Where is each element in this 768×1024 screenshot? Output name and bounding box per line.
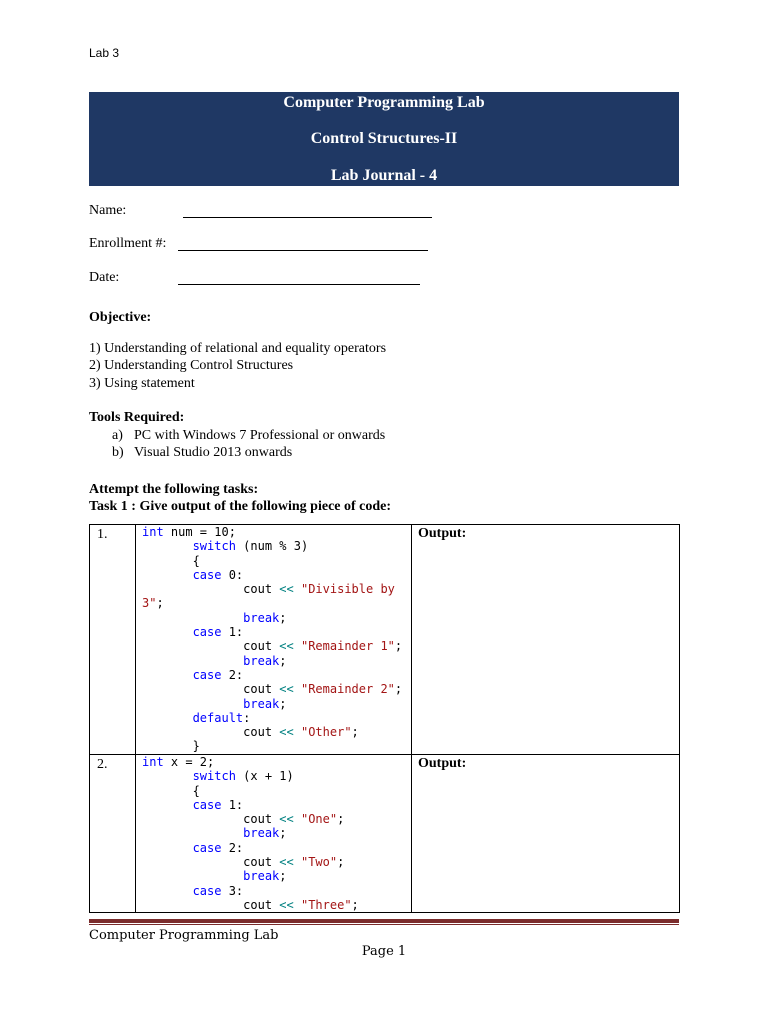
- code-text: [142, 841, 193, 855]
- task-number: 1.: [90, 525, 136, 755]
- task-number: 2.: [90, 755, 136, 913]
- code-text: num = 10;: [163, 525, 236, 539]
- tool-marker: b): [112, 445, 124, 460]
- code-string: "Three": [300, 897, 352, 912]
- code-block: [136, 525, 411, 754]
- code-text: [294, 725, 301, 739]
- footer-rule-thin: [89, 924, 679, 925]
- code-text: [142, 798, 193, 812]
- code-block: [136, 755, 411, 912]
- code-text: ;: [279, 610, 287, 625]
- code-text: ;: [279, 869, 287, 884]
- code-text: cout: [142, 725, 280, 740]
- code-keyword: case: [192, 567, 222, 582]
- date-label: Date:: [89, 270, 120, 285]
- objective-heading: Objective:: [89, 310, 152, 325]
- code-text: [142, 654, 243, 668]
- code-text: cout: [142, 682, 280, 697]
- code-text: [142, 697, 243, 711]
- code-text: cout: [142, 639, 280, 654]
- code-string: 3": [142, 596, 157, 611]
- code-keyword: break: [243, 696, 280, 711]
- code-text: ;: [337, 812, 345, 827]
- table-row: [90, 755, 680, 913]
- objective-item: 1) Understanding of relational and equality operators: [89, 341, 387, 356]
- enrollment-label: Enrollment #:: [89, 236, 167, 251]
- code-operator: <<: [279, 725, 294, 740]
- code-keyword: case: [192, 883, 222, 898]
- code-text: [142, 884, 193, 898]
- footer-rule: [89, 919, 679, 923]
- code-keyword: case: [192, 625, 222, 640]
- code-keyword: switch: [192, 539, 236, 554]
- code-string: "One": [300, 812, 338, 827]
- code-text: [142, 625, 193, 639]
- code-keyword: break: [243, 826, 280, 841]
- output-cell[interactable]: Output:: [412, 525, 680, 755]
- code-text: [294, 682, 301, 696]
- code-text: [142, 539, 193, 553]
- tools-heading: Tools Required:: [89, 410, 185, 425]
- code-text: cout: [142, 812, 280, 827]
- code-text: 2:: [221, 840, 244, 855]
- code-keyword: switch: [192, 769, 236, 784]
- code-cell: [136, 755, 412, 913]
- objective-item: 2) Understanding Control Structures: [89, 358, 294, 373]
- banner-course-title: Computer Programming Lab: [283, 94, 485, 111]
- code-text: cout: [142, 855, 280, 870]
- task1-title: Task 1 : Give output of the following piece of code:: [89, 499, 392, 514]
- code-text: 1:: [221, 625, 244, 640]
- code-text: ;: [394, 639, 403, 654]
- code-text: ;: [279, 826, 287, 841]
- code-keyword: int: [142, 755, 164, 769]
- code-text: x = 2;: [163, 755, 215, 769]
- code-text: [142, 769, 193, 783]
- code-text: [294, 898, 301, 912]
- code-text: ;: [156, 596, 164, 611]
- banner-topic: Control Structures-II: [310, 130, 458, 147]
- code-keyword: case: [192, 840, 222, 855]
- code-string: "Remainder 1": [300, 639, 395, 654]
- code-keyword: int: [142, 525, 164, 539]
- code-keyword: default: [192, 710, 244, 725]
- output-cell[interactable]: Output:: [412, 755, 680, 913]
- code-text: {: [142, 783, 200, 798]
- code-text: :: [243, 710, 251, 725]
- code-text: [294, 582, 301, 596]
- code-text: [142, 869, 243, 883]
- table-row: [90, 525, 680, 755]
- date-field[interactable]: [178, 284, 420, 285]
- code-string: "Two": [300, 855, 338, 870]
- code-keyword: case: [192, 797, 222, 812]
- code-string: "Other": [300, 725, 352, 740]
- code-text: 2:: [221, 667, 244, 682]
- code-text: ;: [337, 855, 345, 870]
- page-number: Page 1: [361, 944, 407, 959]
- code-keyword: break: [243, 869, 280, 884]
- name-label: Name:: [89, 203, 127, 218]
- enrollment-field[interactable]: [178, 250, 428, 251]
- code-text: ;: [351, 897, 359, 912]
- code-operator: <<: [279, 897, 294, 912]
- code-text: 0:: [221, 567, 244, 582]
- code-text: ;: [279, 653, 287, 668]
- tool-item: PC with Windows 7 Professional or onwards: [134, 428, 386, 443]
- title-banner: [89, 92, 679, 186]
- footer-text: Computer Programming Lab: [89, 928, 279, 943]
- code-text: [142, 568, 193, 582]
- code-operator: <<: [279, 812, 294, 827]
- code-text: [294, 812, 301, 826]
- code-text: }: [142, 739, 200, 754]
- code-keyword: case: [192, 667, 222, 682]
- code-text: cout: [142, 897, 280, 912]
- code-operator: <<: [279, 682, 294, 697]
- code-keyword: break: [243, 653, 280, 668]
- code-text: ;: [279, 696, 287, 711]
- code-string: "Remainder 2": [300, 682, 395, 697]
- page-header-lab: Lab 3: [89, 46, 120, 60]
- objective-item: 3) Using statement: [89, 376, 195, 391]
- code-text: (num % 3): [235, 539, 309, 554]
- code-operator: <<: [279, 582, 294, 597]
- code-text: [142, 826, 243, 840]
- code-text: ;: [351, 725, 359, 740]
- code-text: cout: [142, 582, 280, 597]
- tool-item: Visual Studio 2013 onwards: [134, 445, 293, 460]
- tasks-intro: Attempt the following tasks:: [89, 482, 259, 497]
- tool-marker: a): [112, 428, 123, 443]
- code-string: "Divisible by: [300, 582, 395, 597]
- code-text: (x + 1): [235, 769, 294, 784]
- code-text: [294, 639, 301, 653]
- code-text: [142, 611, 243, 625]
- code-text: 3:: [221, 883, 244, 898]
- code-cell: [136, 525, 412, 755]
- code-operator: <<: [279, 855, 294, 870]
- code-operator: <<: [279, 639, 294, 654]
- code-text: [294, 855, 301, 869]
- code-text: 1:: [221, 797, 244, 812]
- banner-journal: Lab Journal - 4: [330, 167, 438, 184]
- code-text: {: [142, 553, 200, 568]
- name-field[interactable]: [183, 217, 432, 218]
- code-text: ;: [394, 682, 403, 697]
- code-text: [142, 711, 193, 725]
- code-text: [142, 668, 193, 682]
- code-keyword: break: [243, 610, 280, 625]
- task-table: [89, 524, 680, 913]
